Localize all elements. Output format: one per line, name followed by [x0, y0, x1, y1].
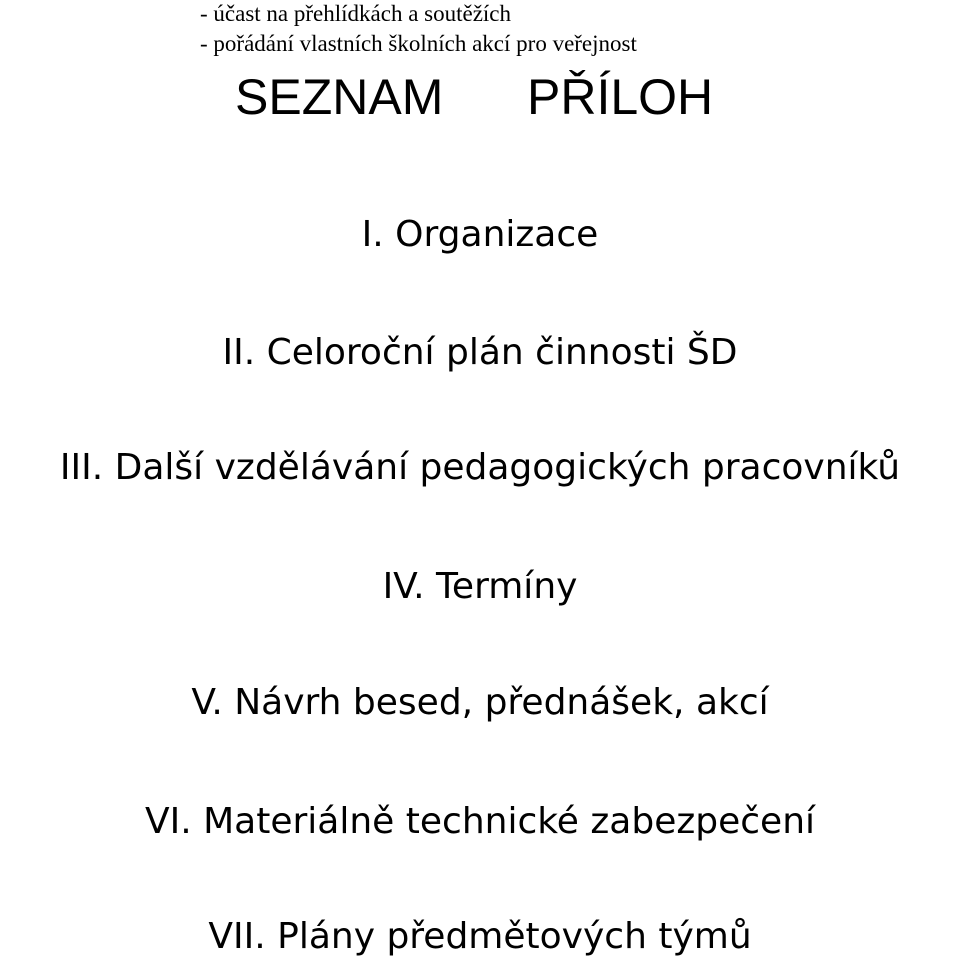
attachment-item: V. Návrh besed, přednášek, akcí [191, 682, 769, 723]
heading-priloh: PŘÍLOH [527, 69, 714, 125]
attachment-item: III. Další vzdělávání pedagogických pracovníků [59, 447, 901, 488]
attachment-item: VII. Plány předmětových týmů [208, 916, 752, 957]
bullet-item: - účast na přehlídkách a soutěžích [200, 1, 512, 26]
attachment-item: IV. Termíny [382, 566, 578, 607]
bullet-item: - pořádání vlastních školních akcí pro veřejnost [200, 31, 637, 56]
heading-seznam: SEZNAM [235, 69, 444, 125]
attachment-item: I. Organizace [361, 214, 599, 255]
attachment-item: II. Celoroční plán činnosti ŠD [222, 332, 738, 373]
attachment-item: VI. Materiálně technické zabezpečení [144, 801, 816, 842]
